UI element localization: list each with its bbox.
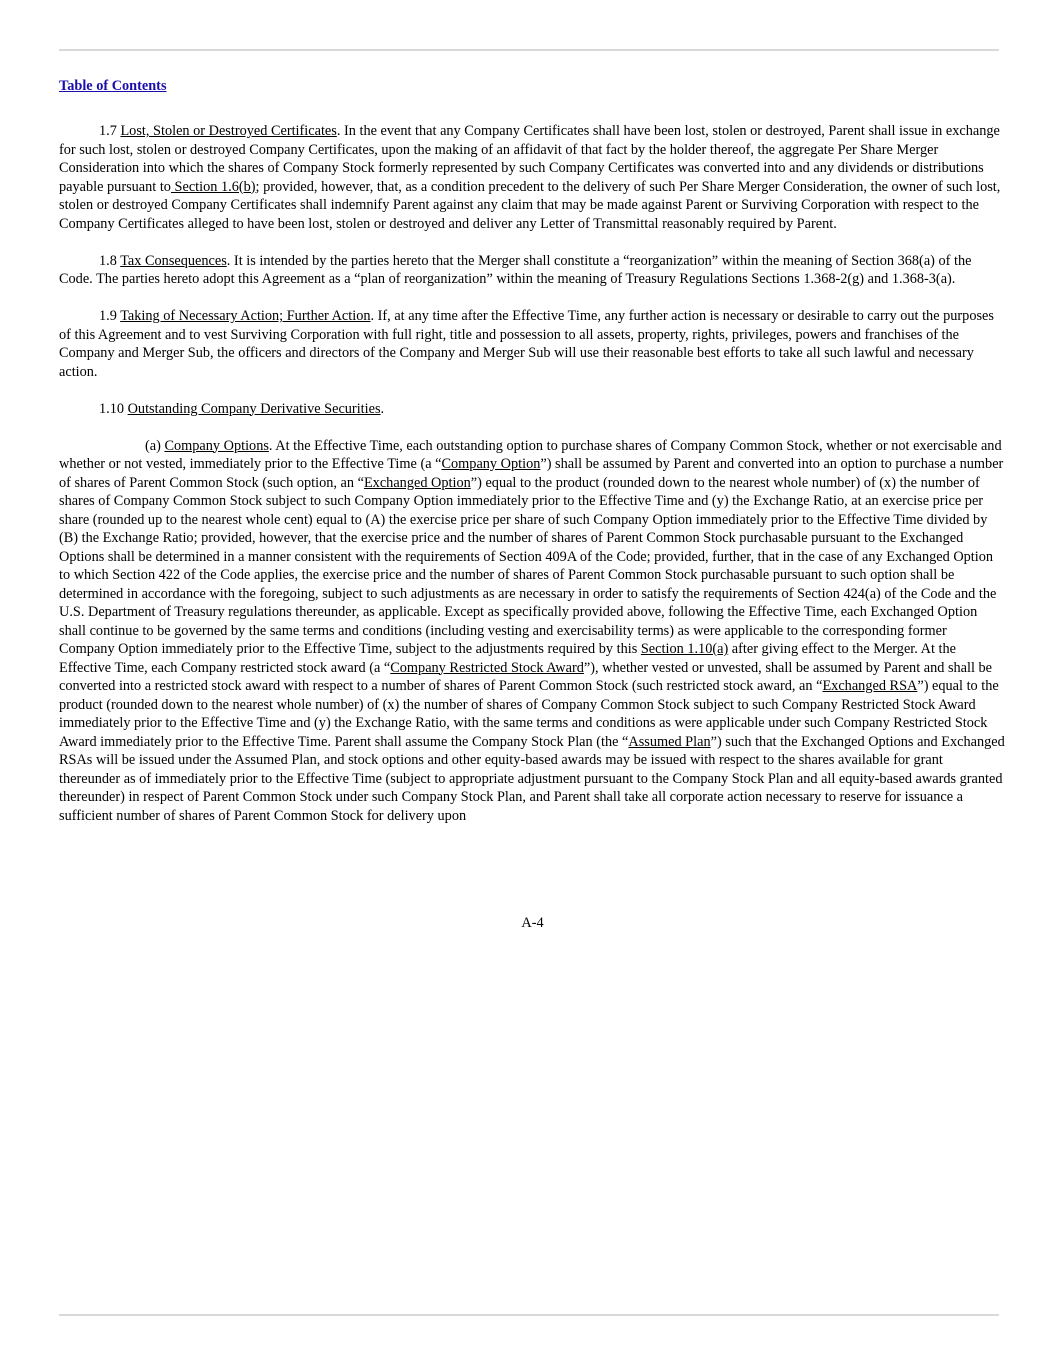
section-number: 1.7	[99, 123, 121, 139]
page-number: A-4	[521, 915, 544, 931]
section-text: after giving effect to the Merger. At the Effective Time, each Company restricted stock award (a “	[59, 641, 956, 676]
section-text: .	[380, 400, 385, 417]
defined-term: Assumed Plan	[628, 733, 711, 750]
section-text: . In the event that any Company Certificates shall have been lost, stolen or destroyed, Parent shall issue in exchange for such lost, stolen or destroyed Company Certificates, upon the making of an affidavit of that fact by the holder thereof, the aggregate Per Share Merger Consideration into which the shares of Company Stock formerly represented by such Company Certificates was converted into and any dividends or distributions payable pursuant to	[59, 123, 1000, 195]
section-title: Lost, Stolen or Destroyed Certificates	[120, 123, 337, 139]
section-text: . It is intended by the parties hereto that the Merger shall constitute a “reorganization” within the meaning of Section 368(a) of the Code. The parties hereto adopt this Agreement as a “plan of reorganization” within the meaning of Treasury Regulations Sections 1.368-2(g) and 1.368-3(a).	[59, 252, 972, 287]
section-1-10	[59, 400, 1005, 419]
section-1-6b-reference[interactable]: Section 1.6(b)	[170, 178, 256, 195]
section-text: ”) such that the Exchanged Options and Exchanged RSAs will be issued under the Assumed Plan, and stock options and other equity-based awards may be issued with respect to the shares available for grant thereunder as of immediately prior to the Effective Time (subject to appropriate adjustment pursuant to the Company Stock Plan and all equity-based awards granted thereunder) in respect of Parent Common Stock under such Company Stock Plan, and Parent shall take all corporate action necessary to reserve for issuance a sufficient number of shares of Parent Common Stock for delivery upon	[59, 733, 1005, 824]
section-text: . If, at any time after the Effective Time, any further action is necessary or desirable to carry out the purposes of this Agreement and to vest Surviving Corporation with full right, title and possession to all assets, property, rights, privileges, powers and franchises of the Company and Merger Sub, the officers and directors of the Company and Merger Sub will use their reasonable best efforts to take all such lawful and necessary action.	[59, 308, 994, 380]
section-1-8	[59, 252, 1005, 289]
top-divider	[59, 49, 999, 51]
section-text: ”) equal to the product (rounded down to the nearest whole number) of (x) the number of shares of Company Common Stock subject to such Company Option immediately prior to the Effective Time and (y) the Exchange Ratio, at an exercise price per share (rounded up to the nearest whole cent) equal to (A) the exercise price per share of such Company Option immediately prior to the Effective Time divided by (B) the Exchange Ratio; provided, however, that the exercise price and the number of shares of Parent Common Stock purchasable pursuant to the Exchanged Options shall be determined in a manner consistent with the requirements of Section 409A of the Code; provided, further, that in the case of any Exchanged Option to which Section 422 of the Code applies, the exercise price and the number of shares of Parent Common Stock purchasable pursuant to such option shall be determined in accordance with the foregoing, subject to such adjustments as are necessary in order to satisfy the requirements of Section 424(a) of the Code and the U.S. Department of Treasury regulations thereunder, as applicable. Except as specifically provided above, following the Effective Time, each Exchanged Option shall continue to be governed by the same terms and conditions (including vesting and exercisability terms) as were applicable to the corresponding former Company Option immediately prior to the Effective Time, subject to the adjustments required by this	[59, 474, 997, 657]
section-1-10a-reference[interactable]: Section 1.10(a)	[640, 641, 729, 657]
section-1-7	[59, 122, 1005, 233]
section-title: Outstanding Company Derivative Securities	[127, 400, 381, 417]
section-1-10-a	[59, 437, 1005, 826]
section-title: Taking of Necessary Action; Further Action	[120, 308, 371, 324]
section-number: 1.10	[99, 400, 128, 417]
section-text: ”), whether vested or unvested, shall be assumed by Parent and shall be converted into a restricted stock award with respect to a number of shares of Parent Common Stock (such restricted stock award, an “	[59, 659, 993, 694]
subsection-number: (a)	[145, 437, 165, 454]
section-text: . At the Effective Time, each outstanding option to purchase shares of Company Common Stock, whether or not exercisable and whether or not vested, immediately prior to the Effective Time (a “	[59, 437, 1002, 472]
defined-term: Company Option	[441, 456, 541, 472]
section-title: Tax Consequences	[120, 252, 227, 269]
section-number: 1.9	[99, 308, 121, 324]
bottom-divider	[59, 1314, 999, 1316]
section-number: 1.8	[99, 252, 121, 269]
section-text: ”) shall be assumed by Parent and converted into an option to purchase a number of shares of Parent Common Stock (such option, an “	[59, 456, 1004, 491]
defined-term: Exchanged RSA	[822, 678, 918, 694]
section-text: ”) equal to the product (rounded down to the nearest whole number) of (x) the number of shares of Company Common Stock subject to such Company Restricted Stock Award immediately prior to the Effective Time and (y) the Exchange Ratio, with the same terms and conditions as were applicable under such Company Restricted Stock Award immediately prior to the Effective Time. Parent shall assume the Company Stock Plan (the “	[59, 678, 999, 750]
document-body	[59, 122, 1005, 844]
section-text: ; provided, however, that, as a condition precedent to the delivery of such Per Share Merger Consideration, the owner of such lost, stolen or destroyed Company Certificates shall indemnify Parent against any claim that may be made against Parent or Surviving Corporation with respect to the Company Certificates alleged to have been lost, stolen or destroyed and deliver any Letter of Transmittal reasonably required by Parent.	[59, 178, 1001, 232]
defined-term: Company Restricted Stock Award	[390, 659, 584, 676]
section-1-9	[59, 307, 1005, 381]
table-of-contents-link[interactable]: Table of Contents	[59, 78, 167, 94]
subsection-title: Company Options	[164, 437, 269, 454]
defined-term: Exchanged Option	[363, 474, 471, 491]
